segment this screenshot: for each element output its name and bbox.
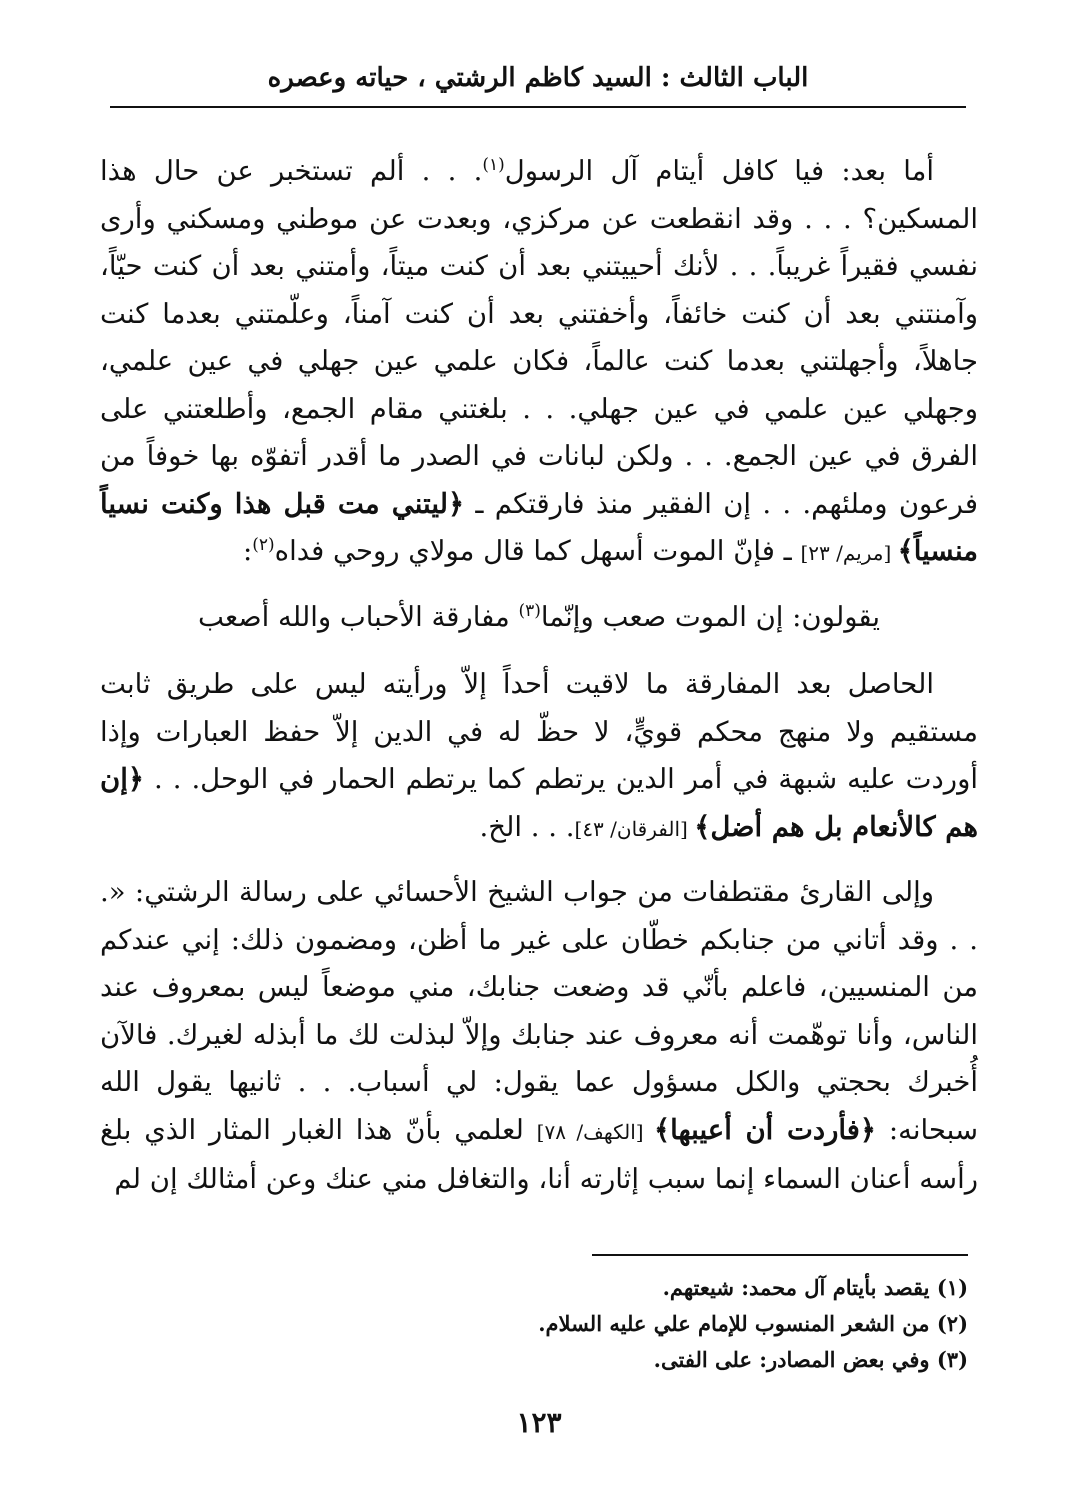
footnote-ref-1: (١) bbox=[482, 154, 505, 175]
footnote-1: (١) يقصد بأيتام آل محمد: شيعتهم. bbox=[662, 1275, 968, 1300]
quran-quote-furqan: ﴿إن هم كالأنعام بل هم أضل﴾ bbox=[100, 763, 978, 843]
para2-text-b: . . . الخ. bbox=[479, 810, 575, 843]
page-number: ١٢٣ bbox=[516, 1406, 562, 1439]
para1-text-a: أما بعد: فيا كافل أيتام آل الرسول bbox=[504, 155, 934, 187]
running-header: الباب الثالث : السيد كاظم الرشتي ، حياته وعصره bbox=[110, 58, 966, 108]
para1-text-d: : bbox=[242, 535, 253, 567]
para3-text-b: لعلمي بأنّ هذا الغبار المثار الذي بلغ رأسه أعنان السماء إنما سبب إثارته أنا، والتغافل مني عنك وعن أمثالك إن لم bbox=[100, 1113, 978, 1195]
footnote-3: (٣) وفي بعض المصادر: على الفتى. bbox=[653, 1347, 968, 1372]
paragraph-3 bbox=[100, 869, 978, 1204]
surah-ref-kahf: [الكهف/ ٧٨] bbox=[536, 1119, 655, 1144]
para1-text-b: . . . ألم تستخبر عن حال هذا المسكين؟ . . . وقد انقطعت عن مركزي، وبعدت عن موطني ومسكني وأرى نفسي فقيراً غريباً. . . لأنك أحييتني بعد أن كنت ميتاً، وأمتني بعد أن كنت حيّاً، وآمنتني بعد أن كنت خائفاً، وأخفتني بعد أن كنت آمناً، وعلّمتني بعدما كنت جاهلاً، وأجهلتني بعدما كنت عالماً، فكان علمي عين جهلي في عين علمي، وجهلي عين علمي في عين جهلي. . . بلغتني مقام الجمع، وأطلعتني على الفرق في عين الجمع. . . ولكن لبانات في الصدر ما أقدر أتفوّه بها خوفاً من فرعون وملئهم. . . إن الفقير منذ فارقتكم ـ bbox=[100, 155, 978, 520]
quran-quote-kahf: ﴿فأردت أن أعيبها﴾ bbox=[654, 1113, 877, 1146]
verse-text-b: مفارقة الأحباب والله أصعب bbox=[198, 600, 519, 633]
footnotes bbox=[368, 1270, 968, 1378]
verse-text-a: يقولون: إن الموت صعب وإنّما bbox=[540, 600, 880, 633]
paragraph-1 bbox=[100, 148, 978, 578]
footnote-ref-3: (٣) bbox=[518, 600, 541, 621]
paragraph-2 bbox=[100, 661, 978, 853]
surah-ref-furqan: [الفرقان/ ٤٣] bbox=[574, 816, 695, 841]
footnote-ref-2: (٢) bbox=[252, 534, 275, 555]
para3-text-a: وإلى القارئ مقتطفات من جواب الشيخ الأحسائي على رسالة الرشتي: «. . . وقد أتاني من جنابكم خطّان على غير ما أظن، ومضمون ذلك: إني عندكم من المنسيين، فاعلم بأنّي قد وضعت جنابك، مني موضعاً ليس بمعروف عند الناس، وأنا توهّمت أنه معروف عند جنابك وإلاّ لبذلت لك ما أبذله لغيرك. فالآن أُخبرك بحجتي والكل مسؤول عما يقول: لي أسباب. . . ثانيها يقول الله سبحانه: bbox=[100, 876, 979, 1146]
quran-quote-maryam: ﴿ليتني مت قبل هذا وكنت نسياً منسياً﴾ bbox=[100, 487, 978, 567]
para2-text-a: الحاصل بعد المفارقة ما لاقيت أحداً إلاّ ورأيته ليس على طريق ثابت مستقيم ولا منهج محكم قويٍّ، لا حظّ له في الدين إلاّ حفظ العبارات وإذا أوردت عليه شبهة في أمر الدين يرتطم كما يرتطم الحمار في الوحل. . . bbox=[100, 668, 978, 795]
para1-text-c: ـ فإنّ الموت أسهل كما قال مولاي روحي فداه bbox=[274, 535, 801, 567]
surah-ref-maryam: [مريم/ ٢٣] bbox=[800, 541, 898, 565]
poem-verse bbox=[100, 594, 978, 642]
footnote-2: (٢) من الشعر المنسوب للإمام علي عليه السلام. bbox=[538, 1311, 968, 1336]
footnote-divider bbox=[592, 1254, 968, 1256]
body-text bbox=[100, 148, 978, 1204]
